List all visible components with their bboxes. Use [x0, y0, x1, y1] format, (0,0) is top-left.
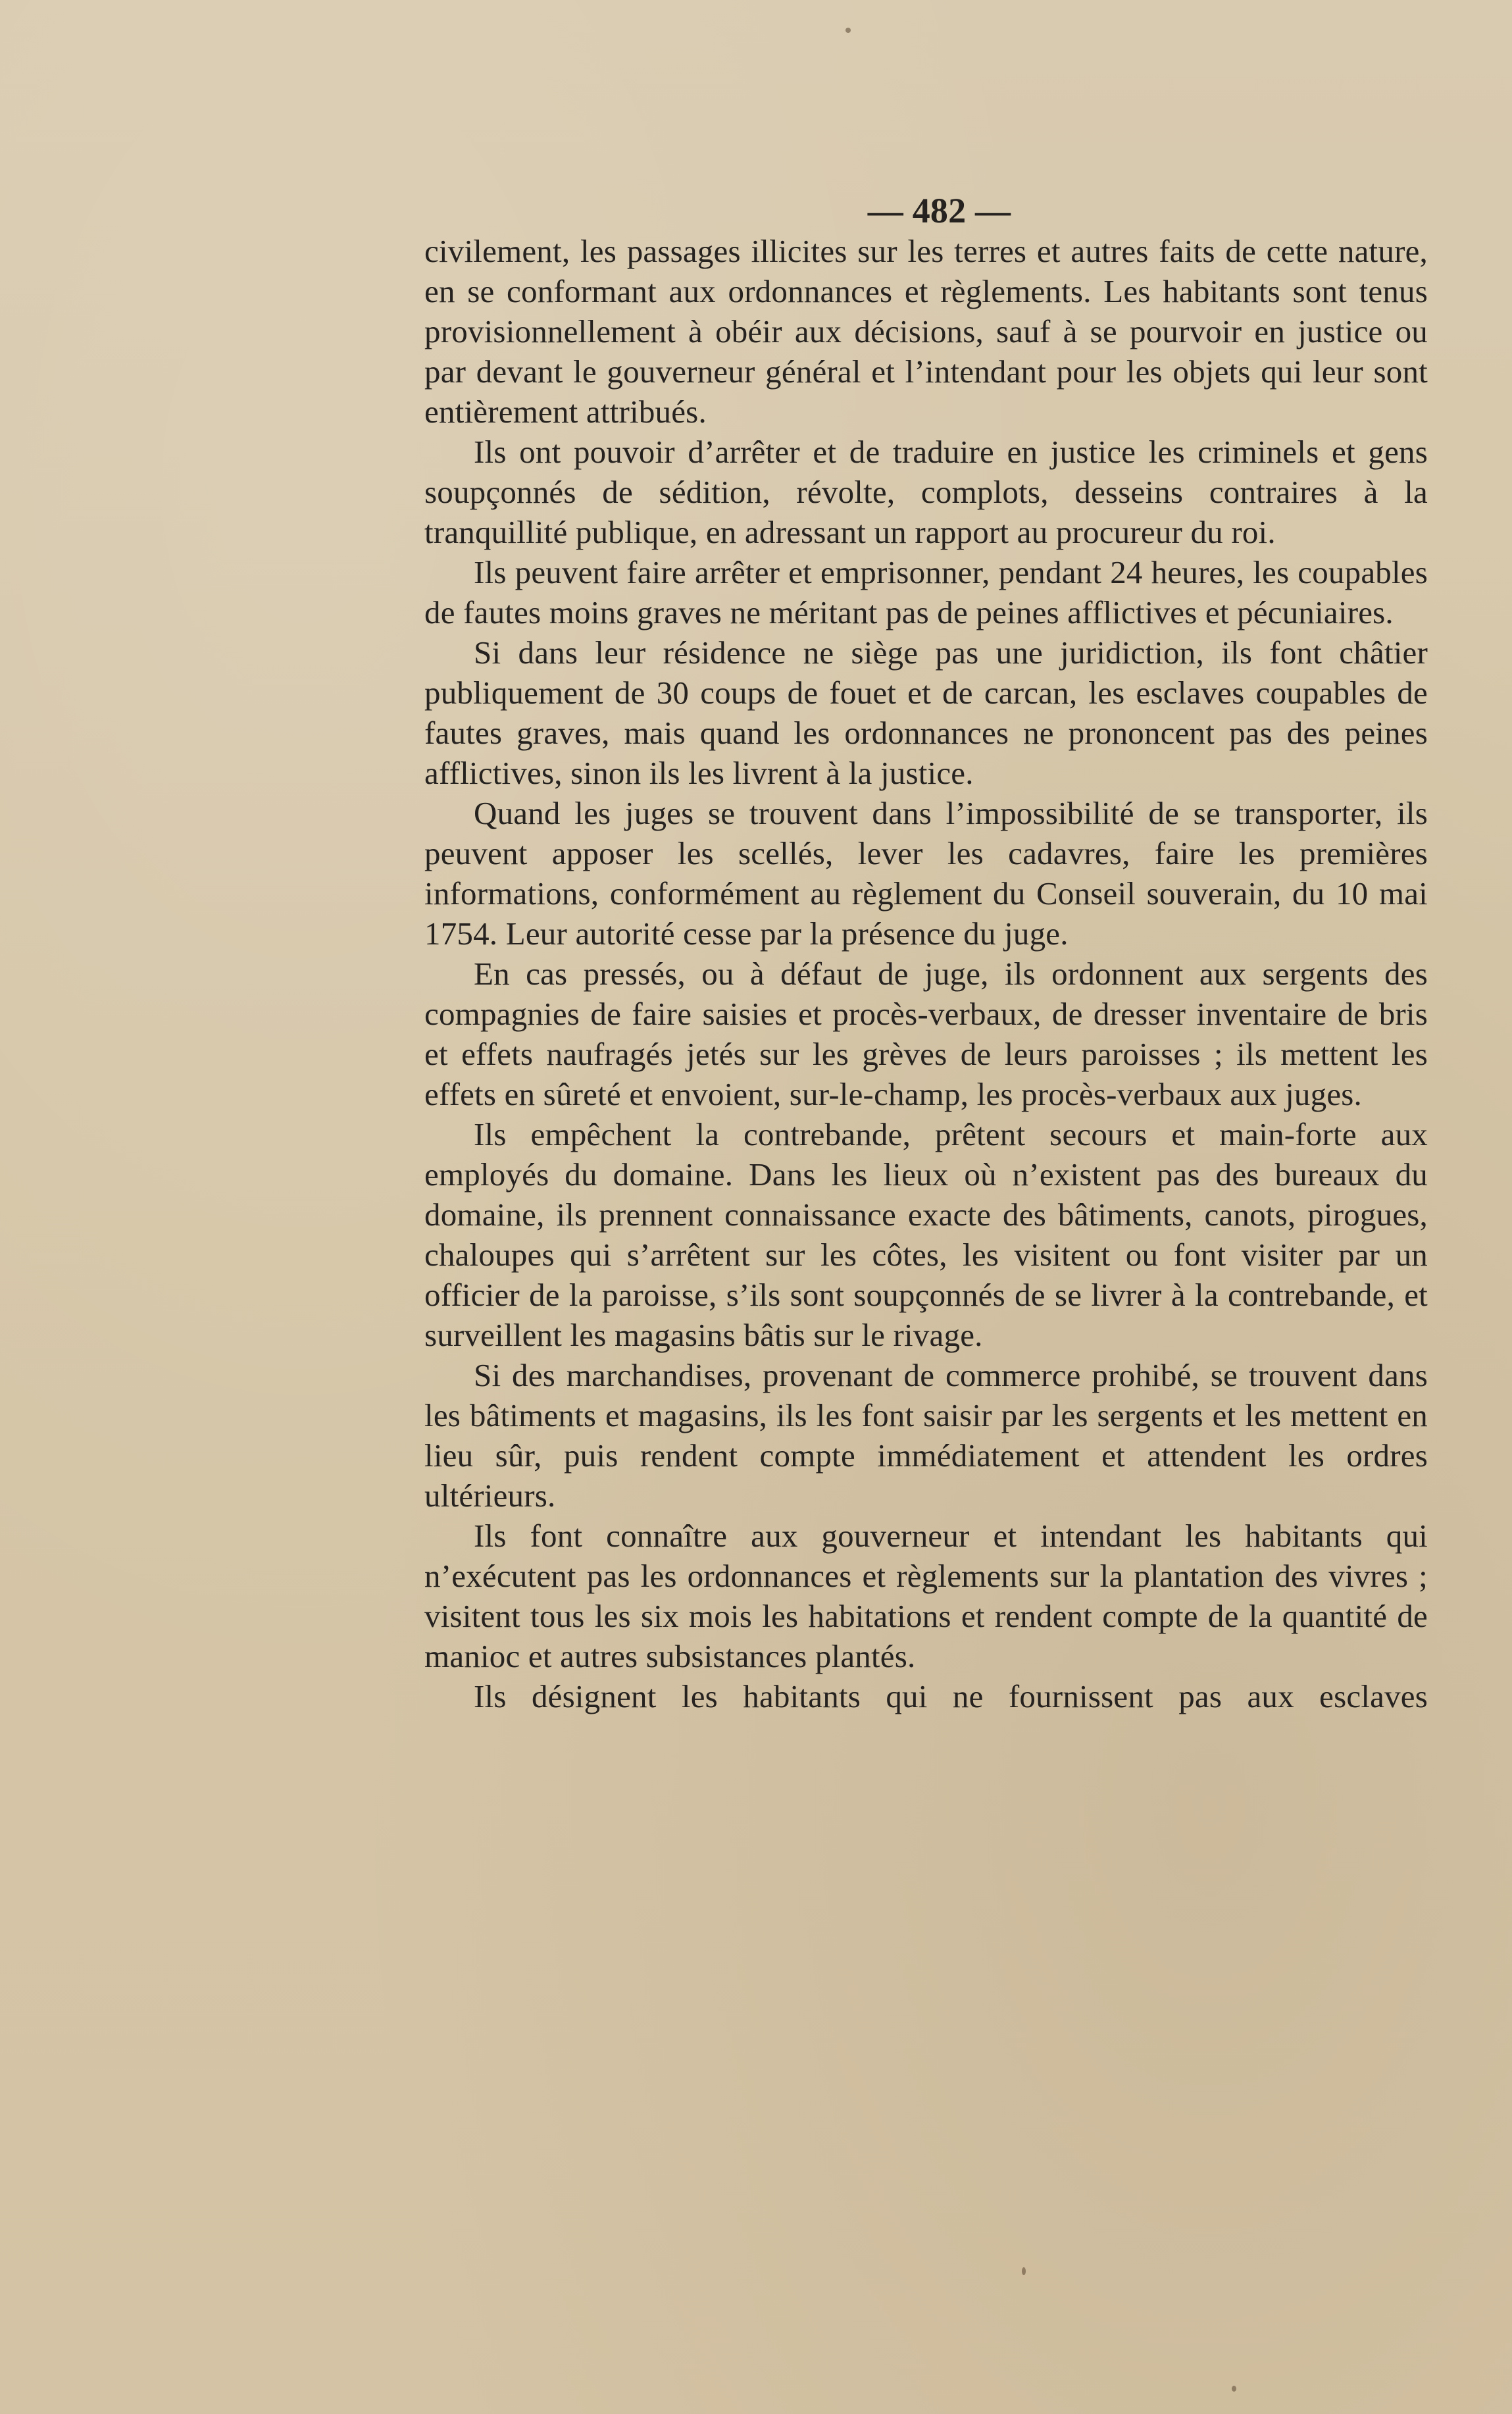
paper-speck [1022, 2267, 1026, 2275]
paper-speck [1232, 2386, 1236, 2392]
paragraph-10: Ils désignent les habitants qui ne fournissent pas aux esclaves [474, 1678, 1428, 1714]
paragraph-2: Ils ont pouvoir d’arrêter et de traduire en justice les criminels et gens soupçonnés de sédition, révolte, complots, desseins contraires à la tranquillité publique, en adressant un rapport au procureur du roi. [424, 434, 1428, 550]
body-text [424, 191, 1428, 1716]
paragraph-6: En cas pressés, ou à défaut de juge, ils ordonnent aux sergents des compagnies de faire saisies et procès-verbaux, de dresser inventaire de bris et effets naufragés jetés sur les grèves de leurs paroisses ; ils mettent les effets en sûreté et envoient, sur-le-champ, les procès-verbaux aux juges. [424, 956, 1428, 1112]
paragraph-1: civilement, les passages illicites sur les terres et autres faits de cette nature, en se conformant aux ordonnances et règlements. Les habitants sont tenus provisionnellement à obéir aux décisions, sauf à se pourvoir en justice ou par devant le gouverneur général et l’intendant pour les objets qui leur sont entièrement attribués. [424, 233, 1428, 430]
paragraph-8: Si des marchandises, provenant de commerce prohibé, se trouvent dans les bâtiments et magasins, ils les font saisir par les sergents et les mettent en lieu sûr, puis rendent compte immédiatement et attendent les ordres ultérieurs. [424, 1357, 1428, 1514]
paragraph-9: Ils font connaître aux gouverneur et intendant les habitants qui n’exécutent pas les ordonnances et règlements sur la plantation des vivres ; visitent tous les six mois les habitations et rendent compte de la quantité de manioc et autres subsistances plantés. [424, 1518, 1428, 1674]
paragraph-4: Si dans leur résidence ne siège pas une juridiction, ils font châtier publiquement de 30 coups de fouet et de carcan, les esclaves coupables de fautes graves, mais quand les ordonnances ne prononcent pas des peines afflictives, sinon ils les livrent à la justice. [424, 634, 1428, 791]
page-number: — 482 — [867, 191, 1011, 230]
paragraph-5: Quand les juges se trouvent dans l’impossibilité de se transporter, ils peuvent apposer les scellés, lever les cadavres, faire les premières informations, conformément au règlement du Conseil souverain, du 10 mai 1754. Leur autorité cesse par la présence du juge. [424, 795, 1428, 952]
paper-speck [845, 28, 851, 33]
paragraph-3: Ils peuvent faire arrêter et emprisonner, pendant 24 heures, les coupables de fautes moins graves ne méritant pas de peines afflictives et pécuniaires. [424, 554, 1428, 630]
paragraph-7: Ils empêchent la contrebande, prêtent secours et main-forte aux employés du domaine. Dans les lieux où n’existent pas des bureaux du domaine, ils prennent connaissance exacte des bâtiments, canots, pirogues, chaloupes qui s’arrêtent sur les côtes, les visitent ou font visiter par un officier de la paroisse, s’ils sont soupçonnés de se livrer à la contrebande, et surveillent les magasins bâtis sur le rivage. [424, 1116, 1428, 1353]
